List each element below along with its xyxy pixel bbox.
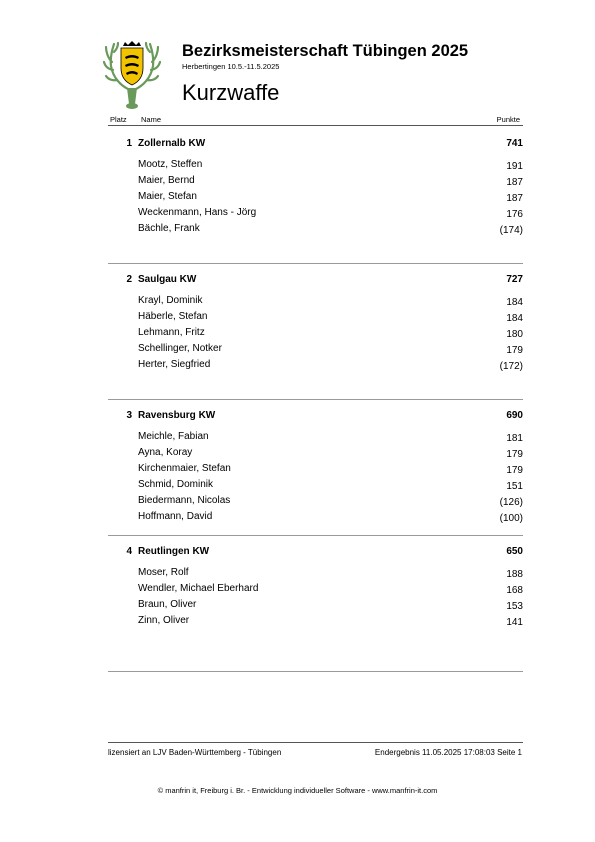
team-points: 690 [506, 410, 523, 421]
member-row [108, 223, 523, 239]
member-name: Maier, Stefan [138, 191, 197, 202]
team-points: 650 [506, 546, 523, 557]
team-place: 1 [126, 138, 132, 149]
team-name: Ravensburg KW [138, 410, 216, 421]
antler-coat-of-arms-icon [103, 40, 161, 110]
category-title: Kurzwaffe [182, 80, 280, 105]
header-divider [108, 125, 523, 126]
member-points: 188 [506, 569, 523, 580]
event-date-location: Herbertingen 10.5.-11.5.2025 [182, 62, 280, 71]
team-place: 2 [126, 274, 132, 285]
team-row [108, 274, 523, 290]
member-row [108, 447, 523, 463]
member-name: Biedermann, Nicolas [138, 495, 231, 506]
member-name: Schellinger, Notker [138, 343, 222, 354]
team-points: 727 [506, 274, 523, 285]
member-row [108, 431, 523, 447]
column-header-points: Punkte [496, 115, 520, 124]
member-points: 191 [506, 161, 523, 172]
team-place: 4 [126, 546, 132, 557]
member-points: 184 [506, 297, 523, 308]
license-text: lizensiert an LJV Baden-Württemberg - Tübingen [108, 748, 282, 757]
team-block [108, 546, 523, 631]
member-points: (172) [499, 361, 523, 372]
member-points: 179 [506, 345, 523, 356]
member-row [108, 583, 523, 599]
member-points: 168 [506, 585, 523, 596]
member-name: Wendler, Michael Eberhard [138, 583, 259, 594]
result-status: Endergebnis 11.05.2025 17:08:03 Seite 1 [374, 748, 522, 757]
member-points: 180 [506, 329, 523, 340]
member-row [108, 567, 523, 583]
member-name: Braun, Oliver [138, 599, 197, 610]
member-row [108, 175, 523, 191]
member-points: 176 [506, 209, 523, 220]
member-name: Bächle, Frank [138, 223, 200, 234]
member-row [108, 327, 523, 343]
team-block [108, 410, 523, 527]
member-name: Lehmann, Fritz [138, 327, 205, 338]
member-row [108, 207, 523, 223]
member-points: 187 [506, 193, 523, 204]
member-points: (174) [499, 225, 523, 236]
member-row [108, 511, 523, 527]
footer-divider [108, 742, 523, 743]
member-points: 141 [506, 617, 523, 628]
column-header-place: Platz [110, 115, 127, 124]
team-name: Saulgau KW [138, 274, 197, 285]
member-row [108, 295, 523, 311]
member-name: Ayna, Koray [138, 447, 193, 458]
team-name: Reutlingen KW [138, 546, 210, 557]
member-name: Hoffmann, David [138, 511, 213, 522]
member-name: Kirchenmaier, Stefan [138, 463, 231, 474]
member-points: 187 [506, 177, 523, 188]
team-row [108, 546, 523, 562]
member-name: Meichle, Fabian [138, 431, 209, 442]
member-name: Mootz, Steffen [138, 159, 203, 170]
copyright-text: © manfrin it, Freiburg i. Br. - Entwicklung individueller Software - www.manfrin-it.com [157, 786, 438, 795]
member-name: Schmid, Dominik [138, 479, 214, 490]
member-name: Moser, Rolf [138, 567, 189, 578]
member-points: 153 [506, 601, 523, 612]
team-divider [108, 399, 523, 400]
team-row [108, 138, 523, 154]
member-name: Krayl, Dominik [138, 295, 203, 306]
team-row [108, 410, 523, 426]
member-row [108, 479, 523, 495]
team-divider [108, 263, 523, 264]
team-divider [108, 535, 523, 536]
member-points: (100) [499, 513, 523, 524]
member-row [108, 159, 523, 175]
member-row [108, 599, 523, 615]
member-name: Herter, Siegfried [138, 359, 211, 370]
member-points: 151 [506, 481, 523, 492]
team-points: 741 [506, 138, 523, 149]
member-name: Maier, Bernd [138, 175, 195, 186]
member-row [108, 311, 523, 327]
member-name: Zinn, Oliver [138, 615, 190, 626]
member-points: 179 [506, 449, 523, 460]
team-place: 3 [126, 410, 132, 421]
page-title: Bezirksmeisterschaft Tübingen 2025 [182, 42, 469, 60]
member-points: 184 [506, 313, 523, 324]
member-points: 179 [506, 465, 523, 476]
member-name: Häberle, Stefan [138, 311, 208, 322]
member-row [108, 495, 523, 511]
member-row [108, 463, 523, 479]
member-row [108, 343, 523, 359]
team-block [108, 138, 523, 239]
member-row [108, 191, 523, 207]
column-header-name: Name [141, 115, 162, 124]
member-name: Weckenmann, Hans - Jörg [138, 207, 257, 218]
team-block [108, 274, 523, 375]
member-points: (126) [499, 497, 523, 508]
member-row [108, 615, 523, 631]
team-divider [108, 671, 523, 672]
team-name: Zollernalb KW [138, 138, 206, 149]
member-points: 181 [506, 433, 523, 444]
member-row [108, 359, 523, 375]
